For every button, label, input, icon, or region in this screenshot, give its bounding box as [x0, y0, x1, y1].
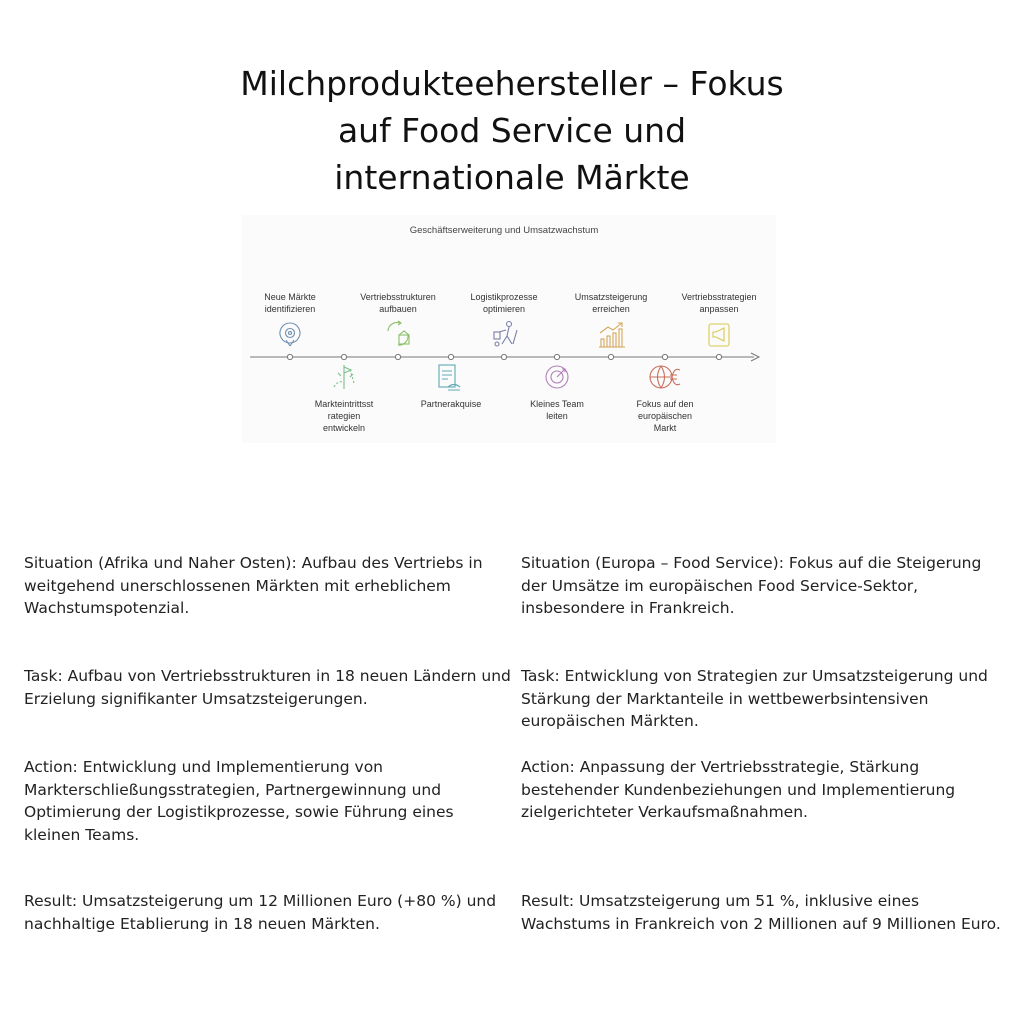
growth-chart-icon — [599, 323, 625, 347]
megaphone-icon — [709, 324, 729, 346]
right-situation: Situation (Europa – Food Service): Fokus auf die Steigerung der Umsätze im europäischen Food Service-Sektor, insbesondere in Frankreich. — [521, 554, 982, 617]
timeline-item-markteintritt — [315, 399, 374, 433]
svg-text:Logistikprozesse: Logistikprozesse — [470, 292, 538, 302]
svg-text:leiten: leiten — [546, 411, 568, 421]
timeline-item-vertriebsstrategien — [681, 292, 756, 314]
timeline-heading: Geschäftserweiterung und Umsatzwachstum — [409, 225, 599, 236]
title-line-1: Milchprodukteehersteller – Fokus — [240, 64, 784, 103]
svg-text:Markt: Markt — [653, 423, 677, 433]
svg-text:Markteintrittsst: Markteintrittsst — [314, 399, 374, 409]
page-title — [0, 60, 1024, 201]
timeline-item-neue-maerkte — [264, 292, 316, 314]
svg-text:rategien: rategien — [327, 411, 361, 421]
left-result: Result: Umsatzsteigerung um 12 Millionen Euro (+80 %) und nachhaltige Etablierung in 18 neuen Märkten. — [24, 892, 497, 933]
timeline-item-umsatzsteigerung — [575, 292, 648, 314]
timeline-item-kleines-team — [530, 399, 584, 421]
globe-euro-icon — [650, 366, 680, 388]
timeline-item-vertriebsstrukturen — [360, 292, 436, 314]
svg-text:Neue Märkte: Neue Märkte — [264, 292, 316, 302]
hand-truck-icon — [494, 322, 517, 347]
svg-text:Fokus auf den: Fokus auf den — [636, 399, 694, 409]
svg-text:Vertriebsstrategien: Vertriebsstrategien — [681, 292, 757, 302]
svg-text:Umsatzsteigerung: Umsatzsteigerung — [574, 292, 648, 302]
timeline-item-fokus-europa — [636, 399, 693, 433]
svg-text:Kleines Team: Kleines Team — [530, 399, 584, 409]
right-result: Result: Umsatzsteigerung um 51 %, inklusive eines Wachstums in Frankreich von 2 Millionen auf 9 Millionen Euro. — [521, 892, 1001, 933]
left-action: Action: Entwicklung und Implementierung von Markterschließungsstrategien, Partnergewinnung und Optimierung der Logistikprozesse, sowie Führung eines kleinen Teams. — [24, 758, 454, 844]
cycle-shop-icon — [388, 321, 409, 345]
right-action: Action: Anpassung der Vertriebsstrategie, Stärkung bestehender Kundenbeziehungen und Implementierung zielgerichteter Verkaufsmaßnahmen. — [521, 758, 956, 821]
left-task: Task: Aufbau von Vertriebsstrukturen in 18 neuen Ländern und Erzielung signifikanter Umsatzsteigerungen. — [24, 667, 511, 708]
right-task: Task: Entwicklung von Strategien zur Umsatzsteigerung und Stärkung der Marktanteile in wettbewerbsintensiven europäischen Märkten. — [521, 667, 988, 730]
timeline-infographic — [242, 215, 776, 443]
svg-text:aufbauen: aufbauen — [379, 304, 417, 314]
svg-text:Partnerakquise: Partnerakquise — [420, 399, 482, 409]
svg-text:anpassen: anpassen — [699, 304, 739, 314]
title-line-2: auf Food Service und — [337, 111, 687, 150]
svg-text:Vertriebsstrukturen: Vertriebsstrukturen — [360, 292, 436, 302]
flag-path-icon — [334, 365, 354, 389]
left-situation: Situation (Afrika und Naher Osten): Aufbau des Vertriebs in weitgehend unerschlossenen Märkten mit erheblichem Wachstumspotenzial. — [24, 554, 483, 617]
target-gear-icon — [280, 323, 300, 346]
svg-text:europäischen: europäischen — [637, 411, 693, 421]
team-target-icon — [546, 366, 568, 388]
svg-text:optimieren: optimieren — [482, 304, 526, 314]
timeline-item-logistikprozesse — [470, 292, 537, 314]
svg-text:identifizieren: identifizieren — [264, 304, 316, 314]
svg-text:erreichen: erreichen — [592, 304, 630, 314]
svg-text:entwickeln: entwickeln — [322, 423, 366, 433]
timeline-item-partnerakquise — [421, 399, 482, 409]
title-line-3: internationale Märkte — [334, 158, 690, 197]
document-handshake-icon — [439, 365, 460, 390]
